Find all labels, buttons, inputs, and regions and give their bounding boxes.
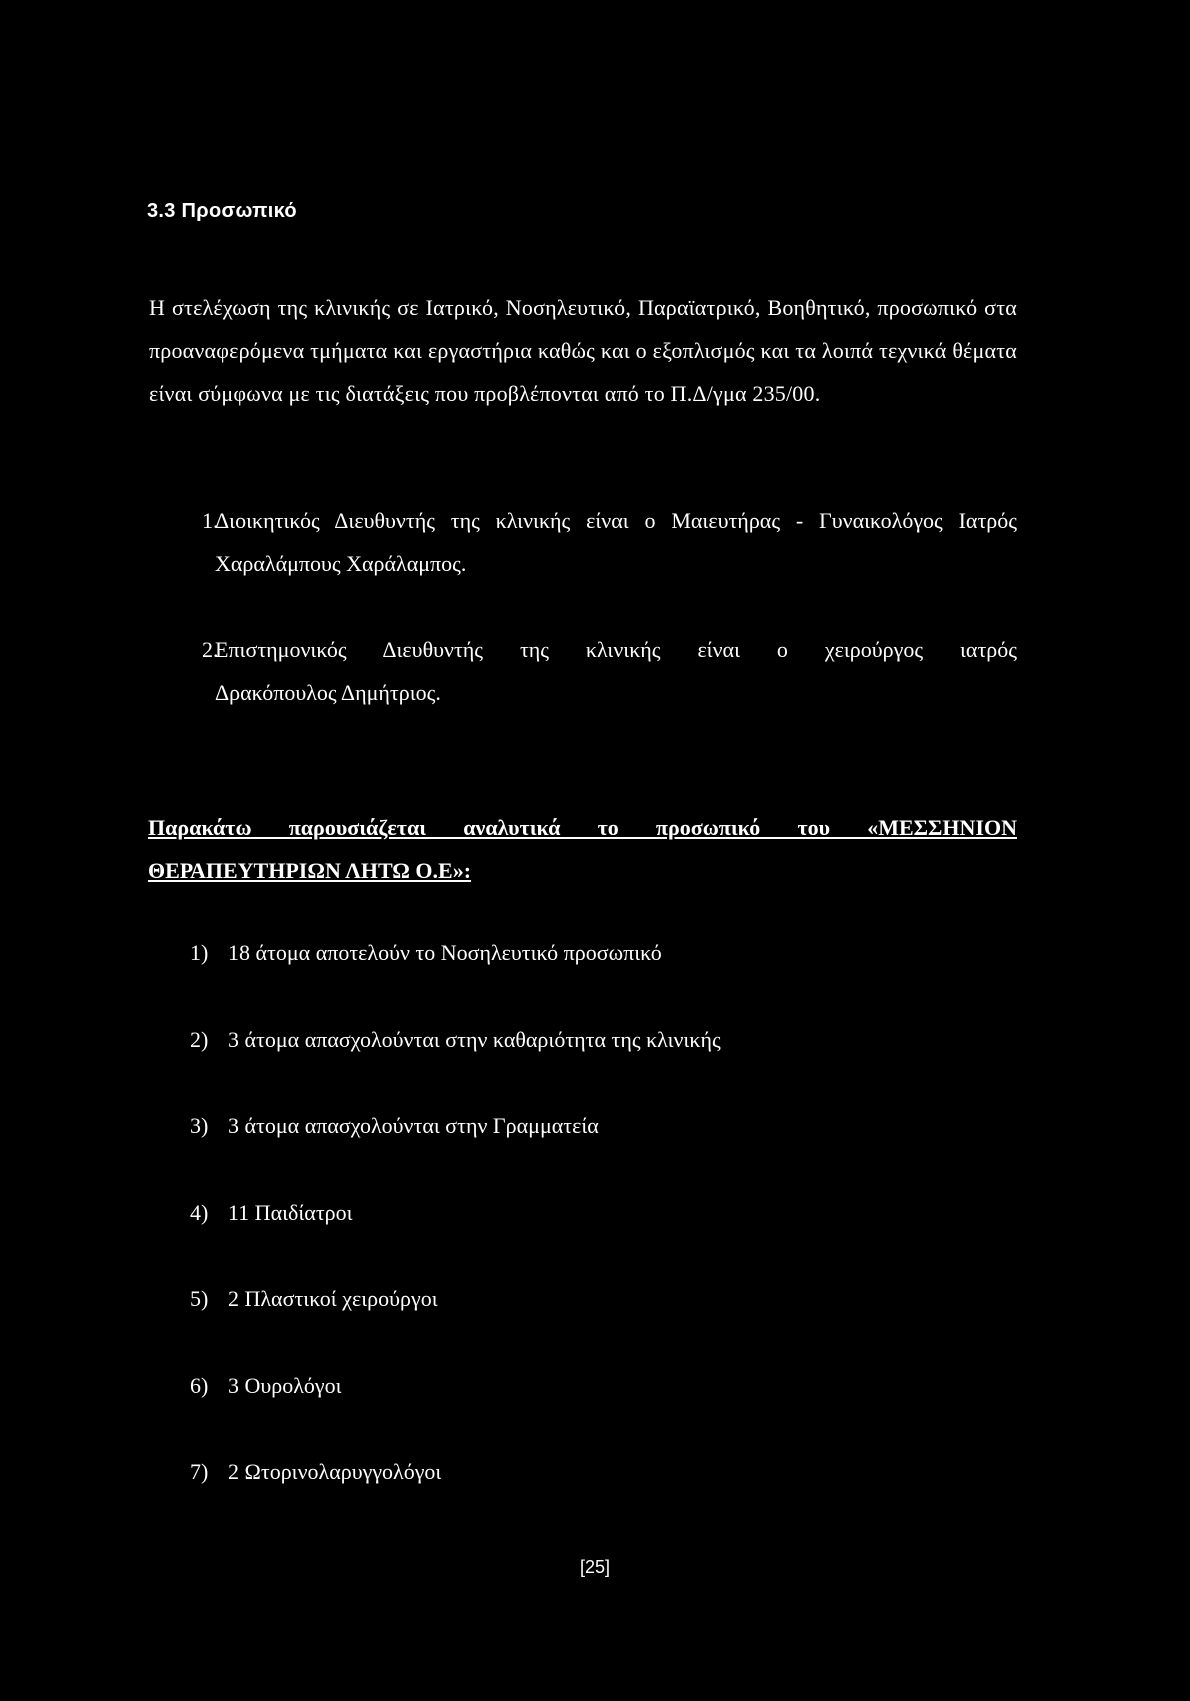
list-item-index: 5) xyxy=(190,1286,209,1311)
list-item-text: 2 Ωτορινολαρυγγολόγοι xyxy=(228,1459,442,1484)
list-item xyxy=(190,1191,721,1278)
list-item-text: 2 Πλαστικοί χειρούργοι xyxy=(228,1286,438,1311)
page-number: [25] xyxy=(579,1557,611,1577)
list-item xyxy=(190,1364,721,1451)
staff-list xyxy=(190,931,721,1537)
list-item-index: 2) xyxy=(190,1026,209,1052)
numbered-item-2-line-1: Επιστημονικός Διευθυντής της κλινικής είναι ο χειρούργος ιατρός xyxy=(215,637,1017,662)
numbered-item-2-number: 2. xyxy=(202,637,219,662)
list-item xyxy=(190,1450,721,1537)
list-item-index: 4) xyxy=(190,1199,209,1225)
list-item xyxy=(190,1018,721,1105)
list-item-text: 3 άτομα απασχολούνται στην Γραμματεία xyxy=(228,1113,599,1138)
staff-heading-line-2: ΘΕΡΑΠΕΥΤΗΡΙΩΝ ΛΗΤΩ Ο.Ε»: xyxy=(148,858,472,883)
numbered-item-2-line-2: Δρακόπουλος Δημήτριος. xyxy=(215,680,441,705)
numbered-item-1-number: 1. xyxy=(202,508,219,533)
staff-heading-line-1: Παρακάτω παρουσιάζεται αναλυτικά το προσωπικό του «ΜΕΣΣΗΝΙΟΝ xyxy=(148,815,1017,840)
list-item-text: 18 άτομα αποτελούν το Νοσηλευτικό προσωπικό xyxy=(228,940,662,965)
numbered-item-1 xyxy=(202,499,1017,585)
intro-paragraph: Η στελέχωση της κλινικής σε Ιατρικό, Νοσηλευτικό, Παραϊατρικό, Βοηθητικό, προσωπικό στα προαναφερόμενα τμήματα και εργαστήρια καθώς και ο εξοπλισμός και τα λοιπά τεχνικά θέματα είναι σύμφωνα με τις διατάξεις που προβλέπονται από το Π.Δ/γμα 235/00. xyxy=(149,295,1017,406)
list-item-text: 11 Παιδίατροι xyxy=(228,1199,353,1225)
list-item-text: 3 άτομα απασχολούνται στην καθαριότητα της κλινικής xyxy=(228,1026,721,1052)
list-item xyxy=(190,931,721,1018)
staff-heading xyxy=(148,806,1017,892)
list-item-text: 3 Ουρολόγοι xyxy=(228,1372,342,1398)
section-heading: 3.3 Προσωπικό xyxy=(147,200,297,222)
list-item xyxy=(190,1277,721,1364)
numbered-item-2 xyxy=(202,628,1017,714)
list-item-index: 1) xyxy=(190,940,209,965)
list-item-index: 3) xyxy=(190,1113,209,1138)
list-item xyxy=(190,1104,721,1191)
list-item-index: 6) xyxy=(190,1372,209,1398)
numbered-item-1-text: Διοικητικός Διευθυντής της κλινικής είναι ο Μαιευτήρας - Γυναικολόγος Ιατρός Χαραλάμπους Χαράλαμπος. xyxy=(215,508,1017,576)
list-item-index: 7) xyxy=(190,1459,209,1484)
